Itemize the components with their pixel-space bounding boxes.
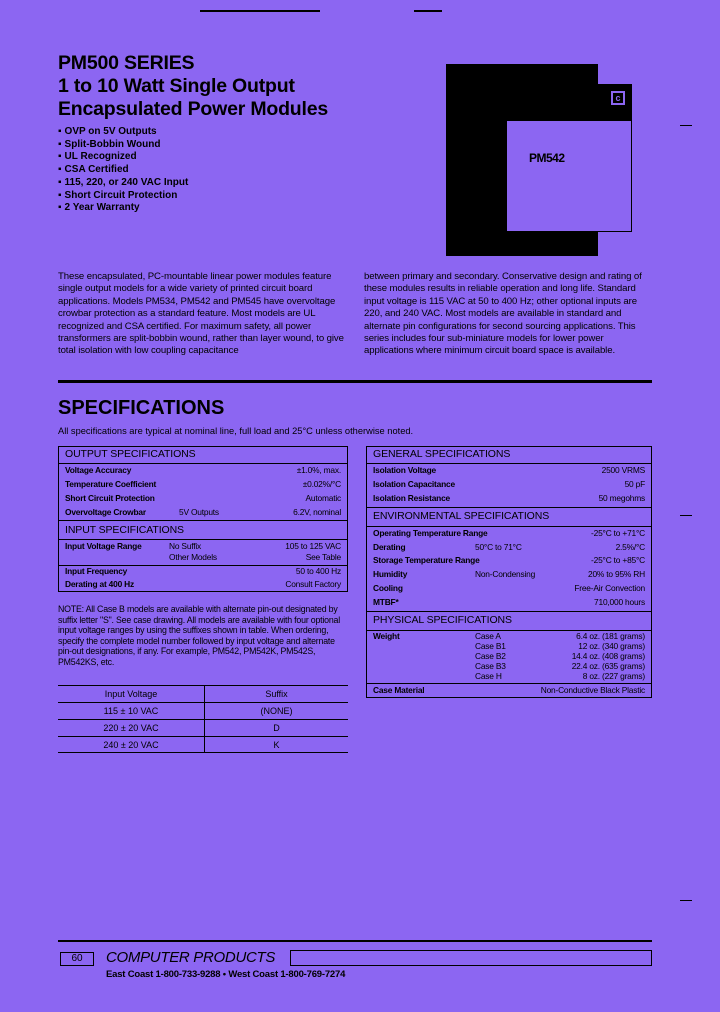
divider (59, 520, 347, 521)
spec-label: Isolation Capacitance (373, 479, 455, 489)
spec-row (59, 565, 347, 578)
spec-row (367, 582, 651, 595)
spec-row (367, 684, 651, 697)
spec-value: -25°C to +71°C (591, 528, 645, 538)
phone-numbers: East Coast 1-800-733-9288 • West Coast 1-800-769-7274 (106, 969, 346, 980)
spec-label: Temperature Coefficient (65, 479, 157, 489)
spec-label: Isolation Voltage (373, 465, 436, 475)
environmental-specs-heading: ENVIRONMENTAL SPECIFICATIONS (373, 510, 550, 522)
company-name: COMPUTER PRODUCTS (106, 949, 276, 966)
registration-mark (680, 515, 692, 516)
weight-value: 14.4 oz. (408 grams) (571, 651, 645, 661)
spec-condition: No Suffix (169, 541, 202, 551)
spec-label: Short Circuit Protection (65, 493, 155, 503)
spec-row (367, 671, 651, 681)
spec-row (367, 478, 651, 491)
table-row (58, 720, 348, 737)
spec-label: Input Voltage Range (65, 541, 142, 551)
feature-item: ▪ 2 Year Warranty (58, 202, 188, 215)
cell-voltage: 240 ± 20 VAC (103, 740, 159, 750)
spec-label: Storage Temperature Range (373, 555, 480, 565)
header-input-voltage: Input Voltage (104, 689, 158, 699)
feature-item: ▪ Short Circuit Protection (58, 190, 188, 203)
cell-suffix: (NONE) (204, 703, 348, 719)
specifications-note: All specifications are typical at nominal line, full load and 25°C unless otherwise noted. (58, 426, 414, 436)
spec-value: See Table (305, 552, 341, 562)
spec-value: -25°C to +85°C (591, 555, 645, 565)
output-input-specs-box (58, 446, 348, 592)
divider (367, 507, 651, 508)
title-line-1: 1 to 10 Watt Single Output (58, 75, 295, 97)
spec-value: 710,000 hours (594, 597, 645, 607)
spec-value: 2500 VRMS (601, 465, 645, 475)
feature-item: ▪ CSA Certified (58, 164, 188, 177)
table-header (58, 686, 348, 703)
module-label: PM542 (529, 151, 565, 165)
table-row (58, 737, 348, 754)
registration-mark (414, 10, 442, 12)
power-module-image (506, 84, 632, 232)
registration-mark (680, 900, 692, 901)
physical-specs-heading: PHYSICAL SPECIFICATIONS (373, 614, 512, 626)
spec-row (59, 578, 347, 591)
spec-value: 50 pF (624, 479, 645, 489)
suffix-table (58, 685, 348, 753)
weight-case: Case A (475, 631, 501, 641)
feature-item: ▪ OVP on 5V Outputs (58, 126, 188, 139)
spec-label: Weight (373, 631, 400, 641)
feature-item: ▪ 115, 220, or 240 VAC Input (58, 177, 188, 190)
cell-voltage: 220 ± 20 VAC (103, 723, 159, 733)
weight-case: Case B1 (475, 641, 506, 651)
spec-row (59, 492, 347, 505)
feature-item: ▪ Split-Bobbin Wound (58, 139, 188, 152)
weight-value: 12 oz. (340 grams) (578, 641, 645, 651)
weight-value: 22.4 oz. (635 grams) (571, 661, 645, 671)
document-title (58, 52, 328, 121)
spec-value: 50 megohms (598, 493, 645, 503)
general-specs-heading: GENERAL SPECIFICATIONS (373, 448, 511, 460)
spec-value: 105 to 125 VAC (285, 541, 341, 551)
spec-label: Case Material (373, 685, 425, 695)
footer-bar (290, 950, 652, 966)
header-suffix: Suffix (204, 686, 348, 702)
page-number: 60 (60, 952, 94, 966)
weight-value: 6.4 oz. (181 grams) (576, 631, 645, 641)
spec-label: Input Frequency (65, 566, 128, 576)
spec-row (367, 651, 651, 661)
series-title: PM500 SERIES (58, 52, 195, 74)
weight-case: Case B2 (475, 651, 506, 661)
spec-value: ±1.0%, max. (296, 465, 341, 475)
input-specs-heading: INPUT SPECIFICATIONS (65, 524, 184, 536)
spec-row (367, 464, 651, 477)
feature-list (58, 126, 188, 215)
registration-mark (200, 10, 320, 12)
spec-condition: Other Models (169, 552, 217, 562)
spec-label: MTBF* (373, 597, 399, 607)
spec-label: Humidity (373, 569, 408, 579)
cell-suffix: D (204, 720, 348, 736)
spec-row (367, 541, 651, 554)
spec-row (59, 506, 347, 519)
spec-value: Non-Conductive Black Plastic (540, 685, 645, 695)
spec-value: Free-Air Convection (574, 583, 645, 593)
weight-value: 8 oz. (227 grams) (582, 671, 645, 681)
cell-suffix: K (204, 737, 348, 753)
spec-row (367, 641, 651, 651)
specifications-heading: SPECIFICATIONS (58, 397, 225, 419)
ordering-note: NOTE: All Case B models are available with alternate pin-out designated by suffix letter "S". See case drawing. All models are available with four optional input voltage ranges by using the suffixes shown in table. When ordering, specify the complete model number followed by input voltage and alternate pin-out designations, if any. For example, PM542, PM542K, PM542S, PM542KS, etc. (58, 604, 341, 667)
title-line-2: Encapsulated Power Modules (58, 98, 329, 120)
spec-label: Voltage Accuracy (65, 465, 132, 475)
spec-label: Isolation Resistance (373, 493, 450, 503)
cell-voltage: 115 ± 10 VAC (103, 706, 159, 716)
spec-label: Derating at 400 Hz (65, 579, 135, 589)
spec-condition: Non-Condensing (475, 569, 536, 579)
weight-case: Case B3 (475, 661, 506, 671)
output-specs-heading: OUTPUT SPECIFICATIONS (65, 448, 196, 460)
spec-row (367, 554, 651, 567)
table-row (58, 703, 348, 720)
spec-label: Cooling (373, 583, 403, 593)
spec-row (59, 551, 347, 564)
spec-label: Operating Temperature Range (373, 528, 488, 538)
spec-row (367, 596, 651, 609)
divider (367, 611, 651, 612)
footer-divider (58, 940, 652, 942)
module-top (507, 85, 631, 121)
spec-value: ±0.02%/°C (302, 479, 341, 489)
spec-row (59, 464, 347, 477)
description-col-2: between primary and secondary. Conservative design and rating of these modules results in reliable operation and long life. Standard input voltage is 115 VAC at 50 to 400 Hz; other optional inputs are 220, and 240 VAC. Most models are available in standard and alternate pin configurations for second sourcing applications. This series includes four sub-miniature models for lower power applications where minimum circuit board space is available. (364, 271, 642, 357)
general-specs-box (366, 446, 652, 698)
section-divider (58, 380, 652, 383)
spec-value: Consult Factory (285, 579, 341, 589)
spec-condition: 5V Outputs (179, 507, 219, 517)
company-logo-icon: c (611, 91, 625, 105)
spec-label: Overvoltage Crowbar (65, 507, 146, 517)
registration-mark (680, 125, 692, 126)
spec-value: 20% to 95% RH (588, 569, 645, 579)
spec-label: Derating (373, 542, 406, 552)
spec-row (59, 478, 347, 491)
description-col-1: These encapsulated, PC-mountable linear power modules feature single output models for a wide variety of printed circuit board applications. Models PM534, PM542 and PM545 have overvoltage crowbar protection as a standard feature. Most models are UL recognized and CSA certified. For maximum safety, all power transformers are split-bobbin wound, rather than layer wound, to give total isolation with low coupling capacitance (58, 271, 344, 357)
spec-value: 50 to 400 Hz (295, 566, 341, 576)
spec-row (367, 661, 651, 671)
feature-item: ▪ UL Recognized (58, 151, 188, 164)
spec-row (367, 527, 651, 540)
spec-row (367, 492, 651, 505)
spec-value: Automatic (305, 493, 341, 503)
spec-condition: 50°C to 71°C (475, 542, 522, 552)
spec-value: 6.2V, nominal (293, 507, 341, 517)
spec-value: 2.5%/°C (615, 542, 645, 552)
spec-row (367, 568, 651, 581)
weight-case: Case H (475, 671, 502, 681)
spec-row (367, 631, 651, 641)
